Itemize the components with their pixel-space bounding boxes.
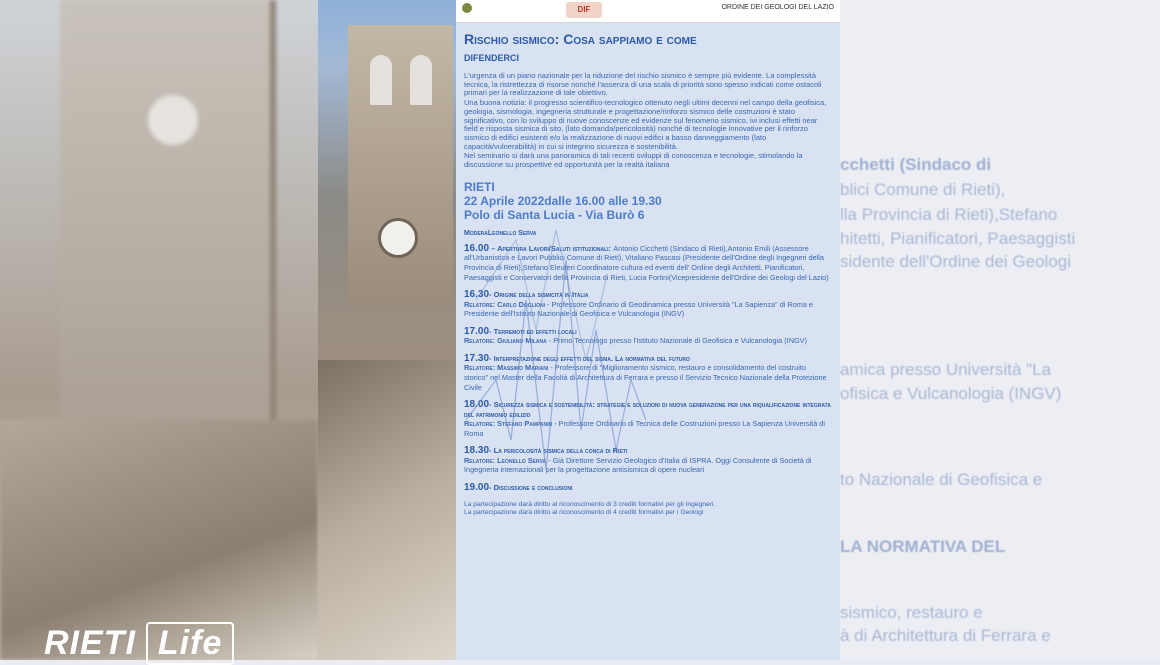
speaker-bio: - Professore Ordinario di Geodinamica presso Università "La Sapienza" di Roma e Presidente dell'Istituto Nazionale di Geofisica e Vulcanologia (INGV) (464, 299, 813, 319)
event-poster (456, 0, 840, 660)
ordine-geologi-logo: ORDINE DEI GEOLOGI DEL LAZIO (721, 4, 834, 11)
intro-paragraph: Una buona notizia: il progresso scientifico-tecnologico ottenuto negli ultimi decenni nel campo della geofisica, geologia, sismologia, ingegneria strutturale e progettazione/rinforzo sismico delle costruzioni è stato significativo, con lo sviluppo di nuove conoscenze ed evidenze sul fenomeno sismico, ivi inclusi effetti near field e risposta sismica di sito, (lato domanda/pericolosità) nonché di tecnologie innovative per il rinforzo sismico di edifici esistenti e/o la realizzazione di nuovi edifici a basso danneggiamento (lato capacità/vulnerabilità) in cui si integrino sicurezza e sostenibilità. (464, 98, 827, 151)
site-watermark (44, 622, 234, 665)
program-topic: - Interpretazione degli effetti del sisma. La normativa del futuro (489, 353, 690, 363)
speaker: Relatore: Giuliano Milana (464, 336, 547, 346)
bg-line: lla Provincia di Rieti),Stefano (840, 205, 1058, 224)
program-text: Antonio Cicchetti (Sindaco di Rieti),Antonio Emili (Assessore all'Urbanistica e Lavori Pubblici Comune di Rieti), Vitaliano Pascasi (Presidente dell'Ordine degli Ingegneri della Provincia di Rieti),Stefano Eleuteri Coordinatore cultura ed eventi dell' Ordine degli Architetti, Pianificatori, Paesaggisti e Conservatori della Provincia di Rieti, Lucia Fortini(Vicepresidente dell'Ordine dei Geologi del Lazio) (464, 243, 829, 282)
logo-bar (456, 0, 840, 23)
belfry-arch (410, 55, 432, 105)
poster-title: Rischio sismico: Cosa sappiamo e come (464, 31, 697, 47)
program-topic: - Terremoti ed effetti locali (489, 326, 577, 336)
speaker: Relatore: Stefano Pampanin (464, 419, 553, 429)
bell-tower (348, 25, 453, 305)
bg-line: hitetti, Pianificatori, Paesaggisti (840, 229, 1076, 248)
bg-line: sidente dell'Ordine dei Geologi (840, 252, 1072, 271)
bg-line: ofisica e Vulcanologia (INGV) (840, 384, 1062, 403)
event-venue: Polo di Santa Lucia - Via Burò 6 (464, 207, 645, 222)
background-photo-left (0, 0, 318, 660)
speaker-bio: - Professore Ordinario di Tecnica delle Costruzioni presso La Sapienza Università di Roma (464, 419, 825, 438)
emblem-logo (462, 3, 472, 13)
program-time: 17.00 (464, 325, 490, 337)
speaker-bio: - Primo Tecnologo presso l'Istituto Nazionale di Geofisica e Vulcanologia (INGV) (546, 336, 807, 346)
program-item (464, 483, 832, 493)
program-item (464, 290, 832, 319)
intro-paragraph: L'urgenza di un piano nazionale per la riduzione del rischio sismico è sempre più evidente. La complessità tecnica, la ristrettezza di risorse nonché l'assenza di una scala di priorità sono spesso indicati come ostacoli primari per la realizzazione di tale obiettivo. (464, 71, 822, 98)
program-topic: - Sicurezza sismica e sostenibilità: strategie e soluzioni di nuova generazione per una riqualificazione integrata del patrimonio edilizio (464, 400, 831, 419)
watermark-tag: Life (146, 622, 234, 665)
belfry-arch (370, 55, 392, 105)
program-item (464, 244, 832, 282)
speaker: Relatore: Carlo Doglioni (464, 299, 545, 309)
event-city: RIETI (464, 179, 495, 194)
program-item (464, 354, 832, 392)
speaker: Relatore: Massimo Mariani (464, 363, 549, 373)
program-time: 16.30 (464, 289, 490, 301)
program-topic: - Origine della sismicità in Italia (489, 290, 589, 300)
speaker-bio: - Professore di "Miglioramento sismico, restauro e consolidamento del costruito storico" nel Master della Facoltà di Architettura di Ferrara e presso il Servizio Tecnico Nazionale della Protezione Civile (464, 363, 827, 392)
bg-line: sismico, restauro e (840, 603, 983, 622)
credits-note: La partecipazione darà diritto al riconoscimento di 3 crediti formativi per gli Ingegneri. (464, 500, 716, 508)
speaker: Relatore: Leonello Serva (464, 455, 547, 465)
program-time: 17.30 (464, 352, 490, 364)
dif-logo: DIF (566, 2, 602, 18)
tower-clock (378, 218, 418, 258)
program-item (464, 400, 832, 438)
bell-tower-blurred (60, 0, 276, 480)
program-topic: - La pericolosità sismica della conca di Rieti (489, 446, 628, 456)
speaker-bio: - Già Direttore Servizio Geologico d'Italia di ISPRA. Oggi Consulente di Società di Ingegneria internazionali per la progettazione antisismica di opere nucleari (464, 455, 812, 475)
program-time: 18.30 (464, 445, 490, 457)
bg-line: amica presso Università "La (840, 360, 1052, 379)
credits-note: La partecipazione darà diritto al riconoscimento di 4 crediti formativi per i Geologi (464, 508, 704, 516)
program-topic: - Discussione e conclusioni (489, 483, 573, 493)
program-item (464, 446, 832, 475)
poster-photo-strip (318, 0, 456, 660)
intro-paragraph: Nel seminario si darà una panoramica di tali recenti sviluppi di conoscenza e tecnologie, stimolando la discussione su prospettive ed opportunità per la realtà italiana (464, 151, 803, 170)
rubble (318, 360, 456, 660)
poster-title-line2: difenderci (464, 49, 520, 64)
program-item (464, 327, 832, 346)
bg-line: blici Comune di Rieti), (840, 180, 1006, 199)
background-text-right (840, 0, 1160, 660)
program-time: 18.00 (464, 399, 490, 411)
watermark-brand: RIETI (44, 624, 136, 662)
event-date: 22 Aprile 2022dalle 16.00 alle 19.30 (464, 193, 662, 208)
bg-line: LA NORMATIVA DEL (840, 537, 1006, 556)
clock-window-blurred (148, 95, 198, 145)
bg-line: à di Architettura di Ferrara e (840, 626, 1051, 645)
program-time: 16.00 (464, 242, 490, 254)
program-topic: – Apertura Lavori/Saluti istituzionali: (489, 243, 612, 253)
moderator: ModeraLeonello Serva (464, 229, 537, 237)
bg-line: cchetti (Sindaco di (840, 155, 992, 174)
program-time: 19.00 (464, 482, 490, 494)
bg-line: to Nazionale di Geofisica e (840, 470, 1043, 489)
